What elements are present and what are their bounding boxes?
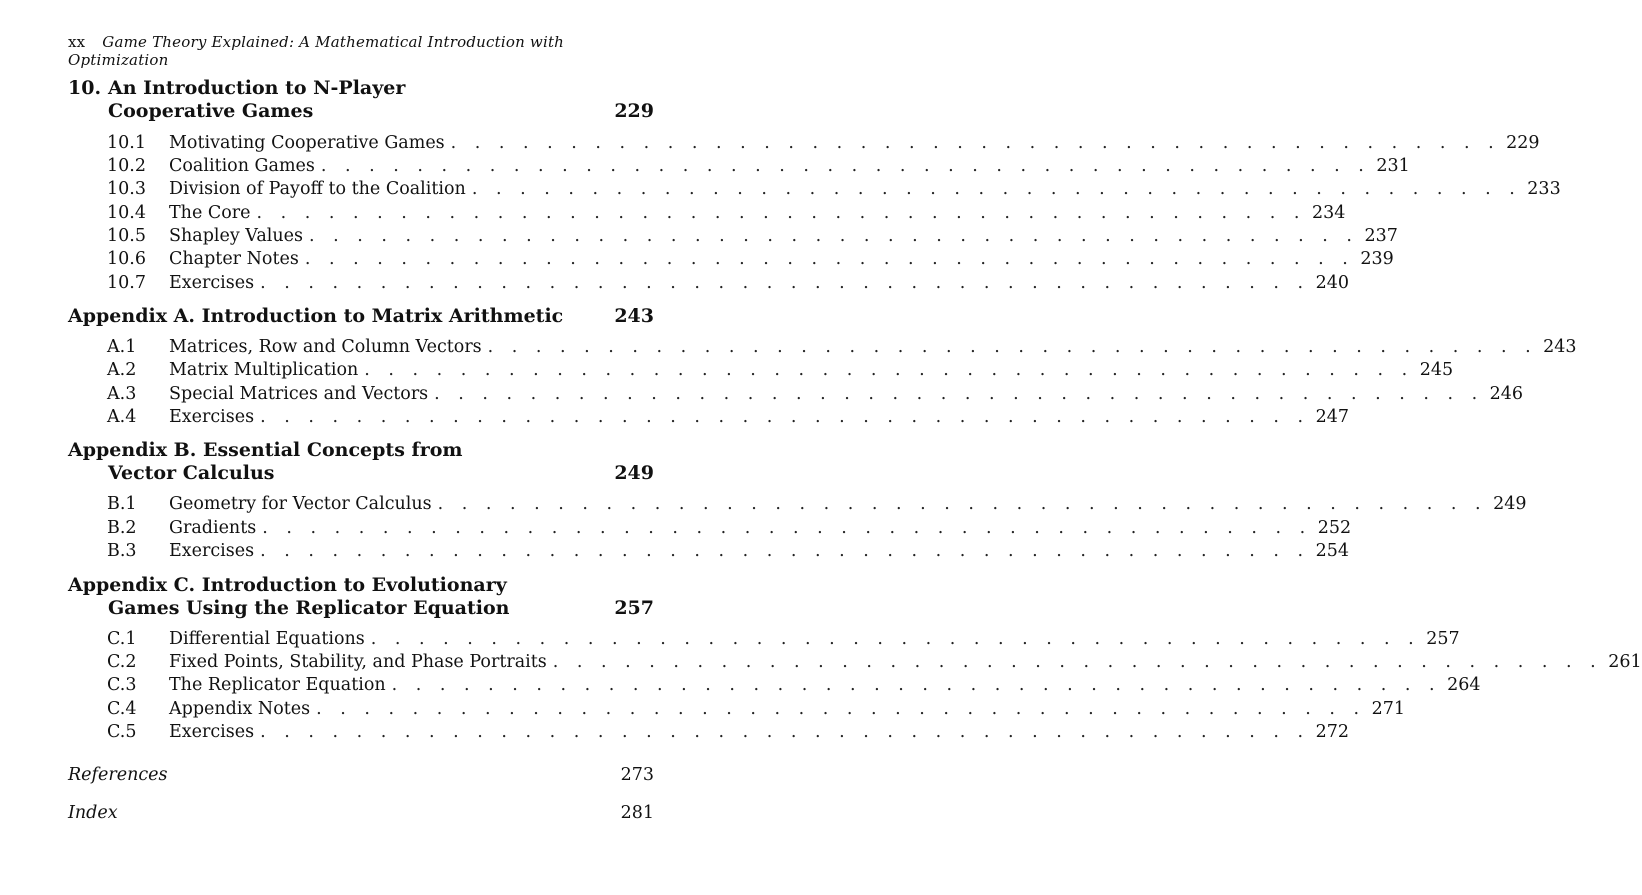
dot-leader: . . . . . . . . . . . . . . . . . . . . . . . . . . . . . . . . . . . . . . . . . . . . [260,407,1310,427]
section-title: The Replicator Equation [169,675,386,695]
chapter-heading-10[interactable] [68,77,405,123]
toc-entry[interactable] [107,272,1349,295]
chapter-title-line1: Introduction to Matrix Arithmetic [201,305,564,327]
section-number: 10.7 [107,273,146,293]
toc-entry-index[interactable] [68,802,654,825]
section-title: Exercises [169,722,255,742]
section-number: C.1 [107,629,137,649]
section-page: 254 [1315,541,1349,561]
section-number: 10.1 [107,133,146,153]
dot-leader: . . . . . . . . . . . . . . . . . . . . . . . . . . . . . . . . . . . . . . . . . . . . [552,652,1603,672]
dot-leader: . . . . . . . . . . . . . . . . . . . . . . . . . . . . . . . . . . . . . . . . . . . . [437,494,1488,514]
section-title: Special Matrices and Vectors [169,384,429,404]
section-number: C.4 [107,699,137,719]
section-page: 229 [1506,133,1540,153]
toc-entry[interactable] [107,517,1352,540]
chapter-page-number: 249 [614,462,654,484]
dot-leader: . . . . . . . . . . . . . . . . . . . . . . . . . . . . . . . . . . . . . . . . . . . . [316,699,1366,719]
chapter-page-number: 243 [614,305,654,327]
section-number: C.2 [107,652,137,672]
header-page-number: xx [68,33,86,51]
section-title: Gradients [169,518,257,538]
toc-entry[interactable] [107,721,1349,744]
toc-entry[interactable] [107,248,1394,271]
section-title: Differential Equations [169,629,365,649]
section-title: Shapley Values [169,226,303,246]
section-page: 245 [1419,360,1454,380]
section-number: A.1 [107,337,137,357]
dot-leader: . . . . . . . . . . . . . . . . . . . . . . . . . . . . . . . . . . . . . . . . . . . . [260,722,1310,742]
section-title: Matrix Multiplication [169,360,359,380]
toc-entry[interactable] [107,336,1577,359]
chapter-title-line1: An Introduction to N-Player [108,77,406,99]
chapter-number: Appendix B. [68,439,197,461]
chapter-page-number: 229 [614,100,654,122]
dot-leader: . . . . . . . . . . . . . . . . . . . . . . . . . . . . . . . . . . . . . . . . . . . . [434,384,1484,404]
toc-entry[interactable] [107,202,1346,225]
section-page: 261 [1608,652,1642,672]
section-title: Matrices, Row and Column Vectors [169,337,482,357]
section-number: 10.6 [107,249,146,269]
toc-entry-references[interactable] [68,764,654,787]
section-page: 243 [1543,337,1577,357]
section-title: Exercises [169,273,255,293]
section-title: Coalition Games [169,156,315,176]
dot-leader: . . . . . . . . . . . . . . . . . . . . . . . . . . . . . . . . . . . . . . . . . . . . [256,203,1306,223]
section-page: 234 [1311,203,1346,223]
dot-leader: . . . . . . . . . . . . . . . . . . . . . . . . . . . . . . . . . . . . . . . . . . . . [471,179,1522,199]
back-matter-page: 273 [620,765,654,785]
toc-entry[interactable] [107,359,1454,382]
section-title: Exercises [169,541,255,561]
section-title: Fixed Points, Stability, and Phase Portraits [169,652,547,672]
section-page: 246 [1489,384,1524,404]
dot-leader: . . . . . . . . . . . . . . . . . . . . . . . . . . . . . . . . . . . . . . . . . . . . [260,541,1310,561]
section-number: A.3 [107,384,137,404]
section-page: 271 [1371,699,1405,719]
section-number: A.4 [107,407,137,427]
section-page: 231 [1376,156,1410,176]
section-page: 247 [1315,407,1349,427]
toc-entry[interactable] [107,540,1349,563]
section-title: Chapter Notes [169,249,299,269]
chapter-title-line2: Cooperative Games [108,100,314,122]
section-number: 10.4 [107,203,146,223]
section-title: Exercises [169,407,255,427]
dot-leader: . . . . . . . . . . . . . . . . . . . . . . . . . . . . . . . . . . . . . . . . . . . . [260,273,1310,293]
dot-leader: . . . . . . . . . . . . . . . . . . . . . . . . . . . . . . . . . . . . . . . . . . . . [450,133,1501,153]
dot-leader: . . . . . . . . . . . . . . . . . . . . . . . . . . . . . . . . . . . . . . . . . . . . [487,337,1538,357]
section-number: B.1 [107,494,137,514]
section-number: B.3 [107,541,137,561]
chapter-heading-appendix-b[interactable] [68,439,462,485]
section-number: C.3 [107,675,137,695]
chapter-heading-appendix-c[interactable] [68,574,509,620]
chapter-number: Appendix A. [68,305,196,327]
section-page: 249 [1493,494,1527,514]
section-title: Motivating Cooperative Games [169,133,445,153]
section-title: Appendix Notes [169,699,311,719]
dot-leader: . . . . . . . . . . . . . . . . . . . . . . . . . . . . . . . . . . . . . . . . . . . . [320,156,1371,176]
back-matter-page: 281 [620,803,654,823]
toc-entry[interactable] [107,628,1460,651]
chapter-title-line2: Vector Calculus [108,462,275,484]
toc-entry[interactable] [107,493,1527,516]
back-matter-title: Index [68,803,118,823]
toc-entry[interactable] [107,406,1349,429]
chapter-title-line2: Games Using the Replicator Equation [108,597,510,619]
toc-entry[interactable] [107,651,1642,674]
dot-leader: . . . . . . . . . . . . . . . . . . . . . . . . . . . . . . . . . . . . . . . . . . . . [370,629,1421,649]
section-page: 257 [1426,629,1460,649]
section-number: C.5 [107,722,137,742]
section-number: B.2 [107,518,137,538]
dot-leader: . . . . . . . . . . . . . . . . . . . . . . . . . . . . . . . . . . . . . . . . . . . . [364,360,1414,380]
section-page: 272 [1315,722,1349,742]
toc-entry[interactable] [107,383,1524,406]
section-number: 10.2 [107,156,146,176]
section-title: Division of Payoff to the Coalition [169,179,466,199]
header-book-title: Game Theory Explained: A Mathematical Introduction with Optimization [68,33,565,69]
section-number: A.2 [107,360,137,380]
section-page: 252 [1317,518,1352,538]
chapter-number: Appendix C. [68,574,196,596]
toc-entry[interactable] [107,674,1481,697]
section-page: 239 [1360,249,1394,269]
section-title: Geometry for Vector Calculus [169,494,432,514]
dot-leader: . . . . . . . . . . . . . . . . . . . . . . . . . . . . . . . . . . . . . . . . . . . . [262,518,1312,538]
running-header [68,33,653,69]
section-number: 10.5 [107,226,146,246]
toc-entry[interactable] [107,132,1540,155]
section-number: 10.3 [107,179,146,199]
toc-entry[interactable] [107,178,1561,201]
toc-entry[interactable] [107,225,1398,248]
dot-leader: . . . . . . . . . . . . . . . . . . . . . . . . . . . . . . . . . . . . . . . . . . . . [391,675,1442,695]
section-page: 233 [1527,179,1561,199]
section-page: 240 [1315,273,1349,293]
chapter-title-line1: Introduction to Evolutionary [201,574,507,596]
back-matter-title: References [68,765,168,785]
chapter-title-line1: Essential Concepts from [202,439,463,461]
toc-entry[interactable] [107,155,1410,178]
chapter-heading-appendix-a[interactable] [68,305,563,328]
section-title: The Core [169,203,251,223]
toc-entry[interactable] [107,698,1405,721]
dot-leader: . . . . . . . . . . . . . . . . . . . . . . . . . . . . . . . . . . . . . . . . . . . . [308,226,1359,246]
chapter-page-number: 257 [614,597,654,619]
section-page: 237 [1364,226,1398,246]
chapter-number: 10. [68,77,102,99]
section-page: 264 [1447,675,1481,695]
dot-leader: . . . . . . . . . . . . . . . . . . . . . . . . . . . . . . . . . . . . . . . . . . . . [304,249,1355,269]
